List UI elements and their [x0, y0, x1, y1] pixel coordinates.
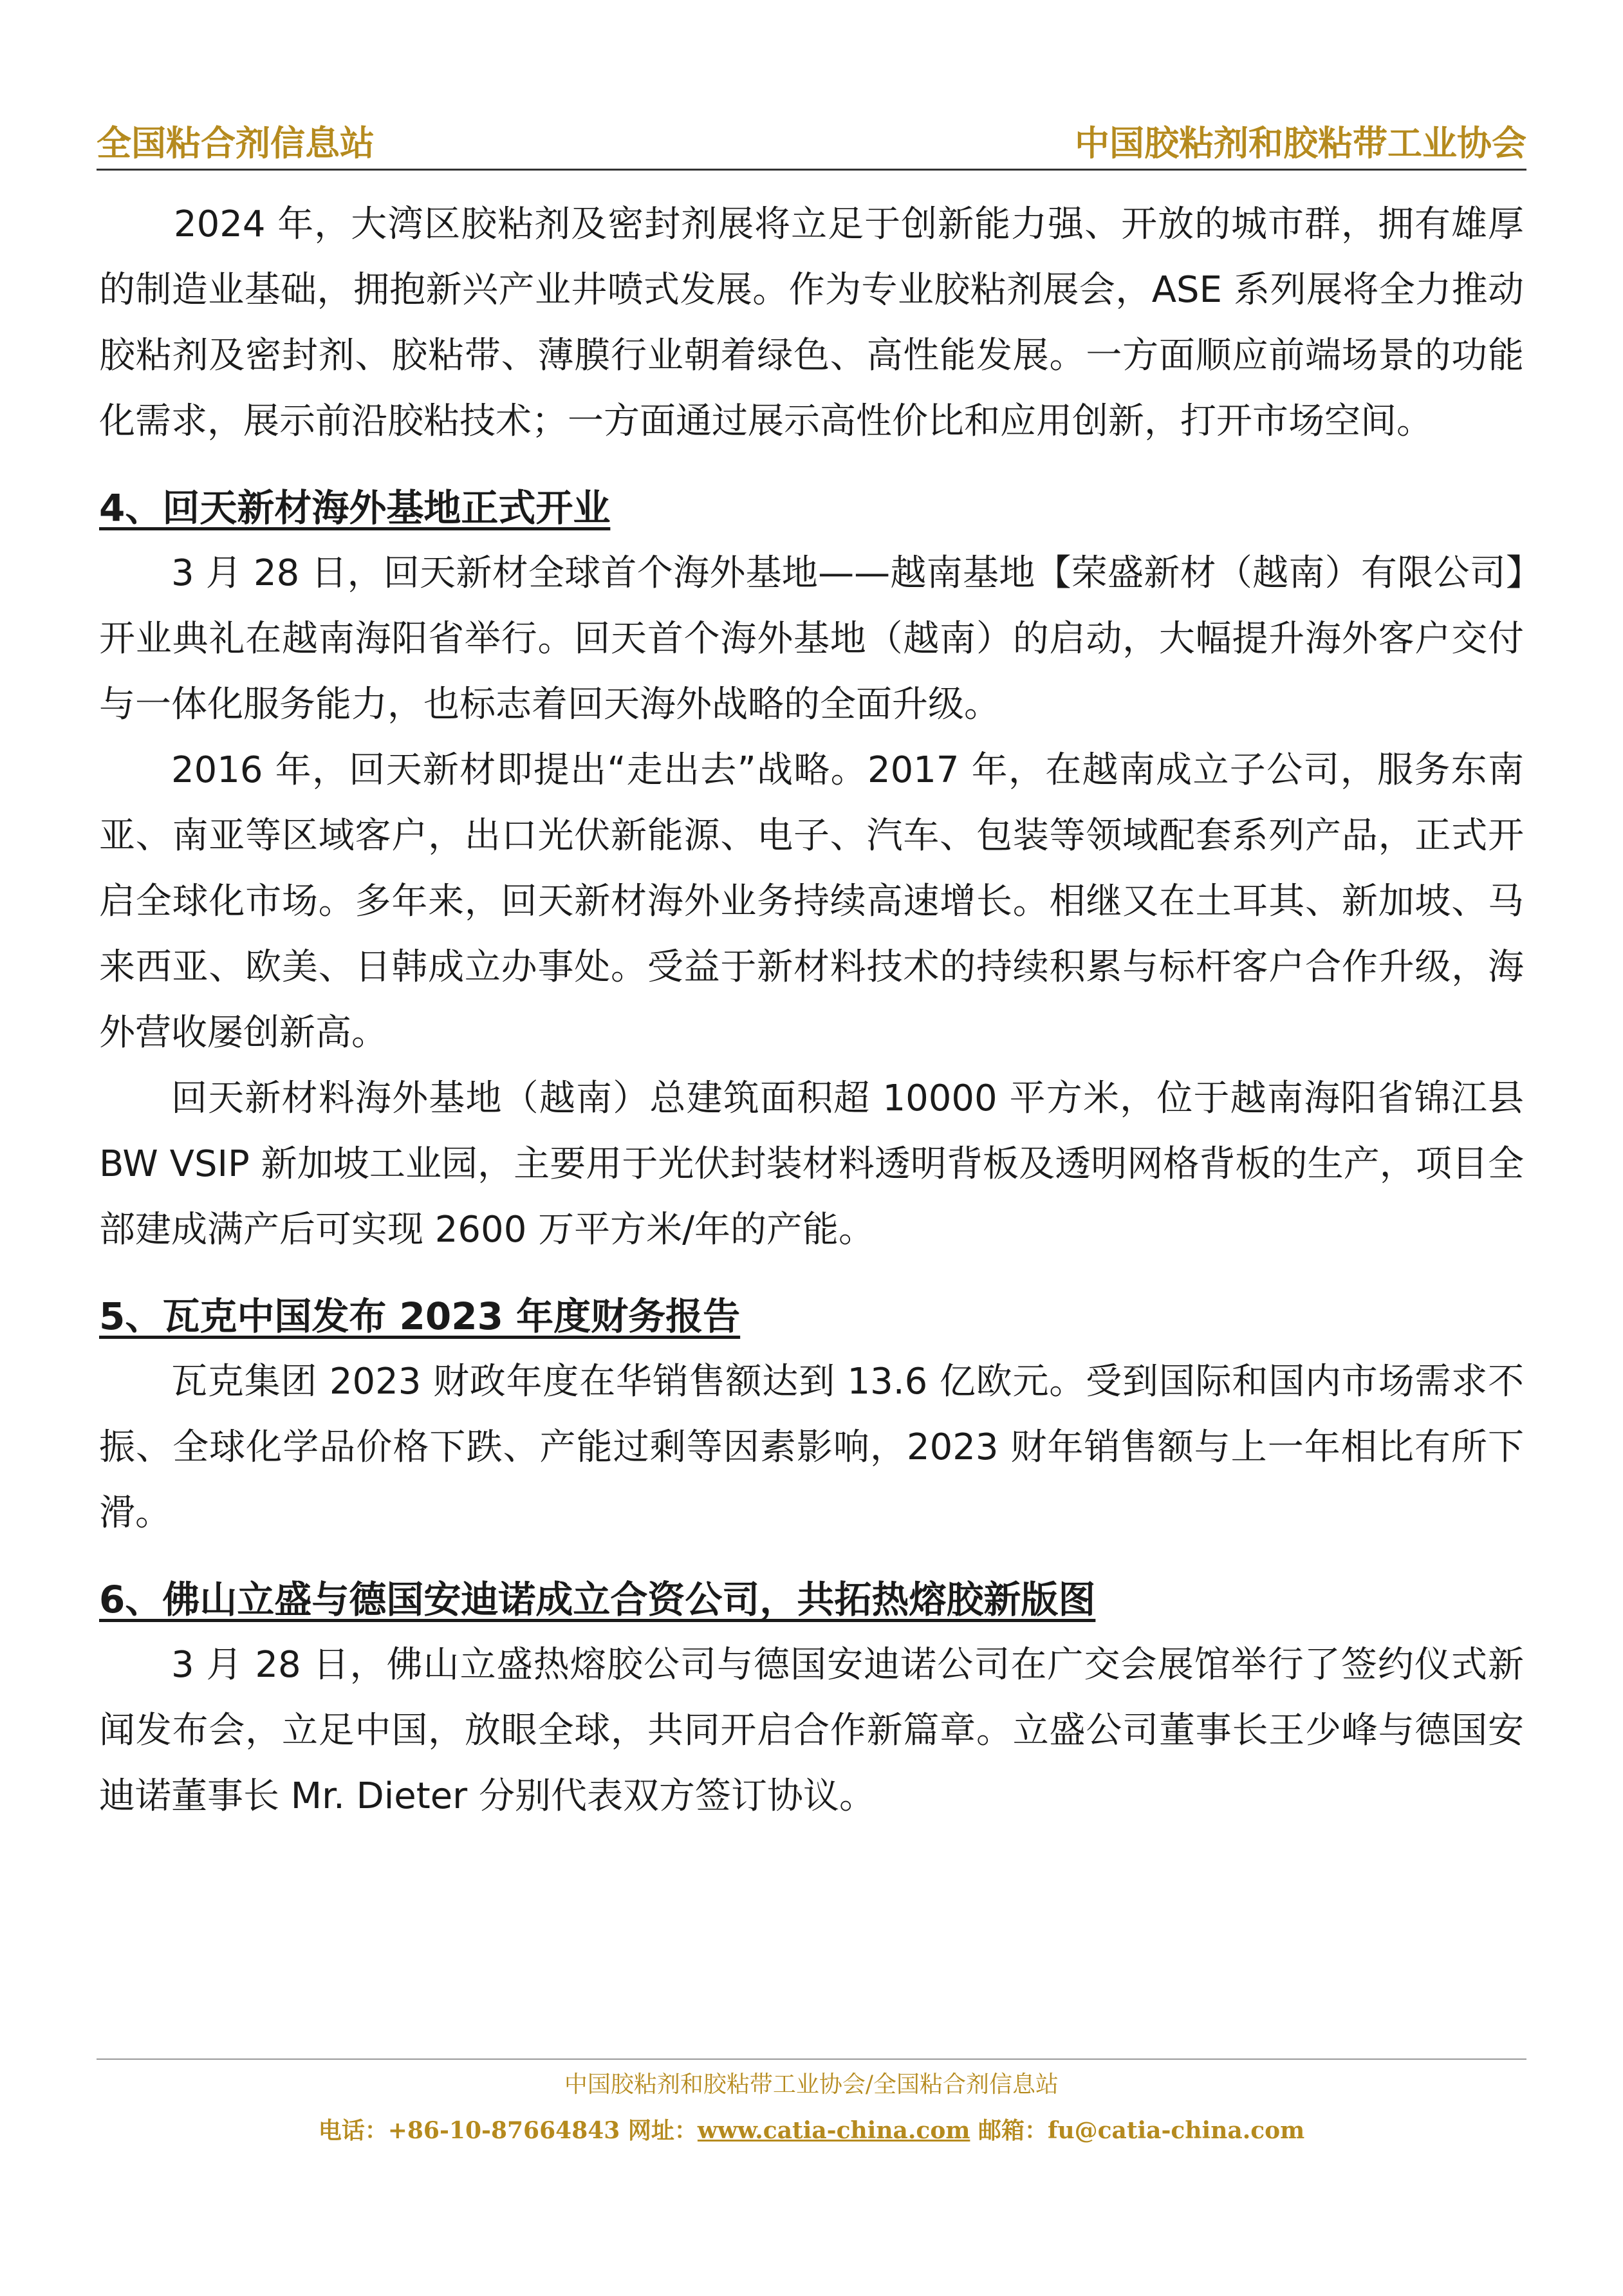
- header-divider: [97, 169, 1526, 171]
- footer-divider: [97, 2058, 1526, 2060]
- paragraph-intro: 2024 年，大湾区胶粘剂及密封剂展将立足于创新能力强、开放的城市群，拥有雄厚的制造业基础，拥抱新兴产业井喷式发展。作为专业胶粘剂展会，ASE 系列展将全力推动胶粘剂及密封剂、胶粘带、薄膜行业朝着绿色、高性能发展。一方面顺应前端场景的功能化需求，展示前沿胶粘技术；一方面通过展示高性价比和应用创新，打开市场空间。: [99, 203, 1524, 442]
- footer-organization: 中国胶粘剂和胶粘带工业协会/全国粘合剂信息站: [564, 2071, 1059, 2098]
- footer-email: 邮箱：fu@catia-china.com: [970, 2117, 1305, 2144]
- paragraph-5: 瓦克集团 2023 财政年度在华销售额达到 13.6 亿欧元。受到国际和国内市场需求不振、全球化学品价格下跌、产能过剩等因素影响，2023 财年销售额与上一年相比有所下滑。: [99, 1361, 1524, 1534]
- header-right-title: 中国胶粘剂和胶粘带工业协会: [1075, 123, 1526, 163]
- header-left-title: 全国粘合剂信息站: [97, 123, 375, 163]
- section-heading-6: 6、佛山立盛与德国安迪诺成立合资公司，共拓热熔胶新版图: [99, 1578, 1096, 1621]
- section-heading-4: 4、回天新材海外基地正式开业: [99, 486, 611, 530]
- section-heading-5: 5、瓦克中国发布 2023 年度财务报告: [99, 1294, 741, 1338]
- page-header: [97, 116, 1526, 167]
- paragraph-6: 3 月 28 日，佛山立盛热熔胶公司与德国安迪诺公司在广交会展馆举行了签约仪式新闻发布会，立足中国，放眼全球，共同开启合作新篇章。立盛公司董事长王少峰与德国安迪诺董事长 Mr. Dieter 分别代表双方签订协议。: [99, 1644, 1524, 1817]
- article-body: [99, 192, 1524, 1829]
- footer-contact: [0, 2113, 1623, 2145]
- paragraph-4a: 3 月 28 日，回天新材全球首个海外基地——越南基地【荣盛新材（越南）有限公司】开业典礼在越南海阳省举行。回天首个海外基地（越南）的启动，大幅提升海外客户交付与一体化服务能力，也标志着回天海外战略的全面升级。: [99, 552, 1524, 725]
- footer-website-link[interactable]: www.catia-china.com: [697, 2117, 970, 2144]
- footer-phone: 电话：+86-10-87664843 网址：: [318, 2117, 698, 2144]
- paragraph-4c: 回天新材料海外基地（越南）总建筑面积超 10000 平方米，位于越南海阳省锦江县 BW VSIP 新加坡工业园，主要用于光伏封装材料透明背板及透明网格背板的生产，项目全部建成满产后可实现 2600 万平方米/年的产能。: [99, 1078, 1524, 1251]
- paragraph-4b: 2016 年，回天新材即提出“走出去”战略。2017 年，在越南成立子公司，服务东南亚、南亚等区域客户，出口光伏新能源、电子、汽车、包装等领域配套系列产品，正式开启全球化市场。多年来，回天新材海外业务持续高速增长。相继又在土耳其、新加坡、马来西亚、欧美、日韩成立办事处。受益于新材料技术的持续积累与标杆客户合作升级，海外营收屡创新高。: [99, 749, 1524, 1054]
